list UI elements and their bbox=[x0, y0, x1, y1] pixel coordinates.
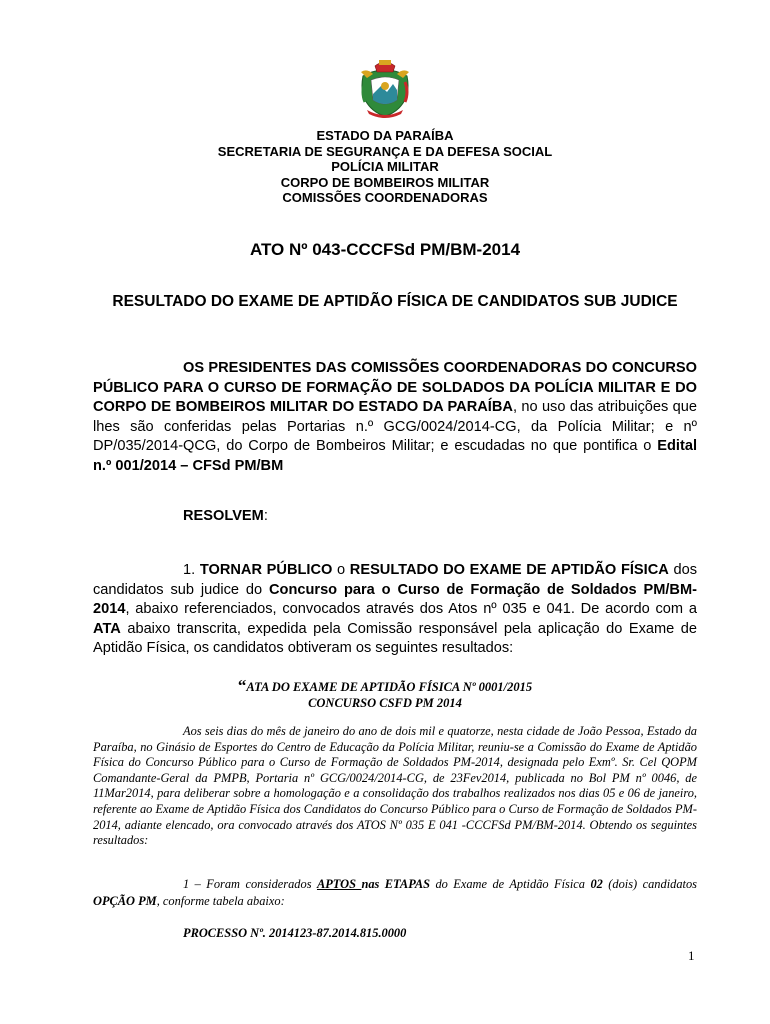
header-state: ESTADO DA PARAÍBA bbox=[316, 128, 454, 143]
resolvem-colon: : bbox=[263, 508, 268, 524]
header-fire-department: CORPO DE BOMBEIROS MILITAR bbox=[280, 174, 490, 190]
item1-number: 1. bbox=[183, 562, 200, 578]
item1-bold-1: TORNAR PÚBLICO bbox=[199, 562, 333, 578]
ata-item1-count: 02 bbox=[590, 877, 603, 891]
processo-number: PROCESSO Nº. 2014123-87.2014.815.0000 bbox=[183, 926, 407, 940]
header-committees: COMISSÕES COORDENADORAS bbox=[282, 190, 488, 205]
item1-bold-3: Concurso para o Curso de Formação de Soldados PM/BM-2014 bbox=[93, 581, 697, 617]
ata-item1-text-1: 1 – Foram considerados bbox=[183, 877, 317, 891]
item1-text-1: o bbox=[332, 562, 350, 578]
header-secretariat: SECRETARIA DE SEGURANÇA E DA DEFESA SOCIAL bbox=[217, 143, 553, 159]
ata-item1-aptos: APTOS bbox=[316, 877, 362, 891]
institution-header bbox=[0, 128, 770, 206]
item1-paragraph bbox=[93, 561, 697, 659]
item1-bold-2: RESULTADO DO EXAME DE APTIDÃO FÍSICA bbox=[349, 562, 669, 578]
header-military-police: POLÍCIA MILITAR bbox=[331, 159, 439, 174]
ata-item1-etapas: nas ETAPAS bbox=[361, 877, 431, 891]
ato-title: ATO Nº 043-CCCFSd PM/BM-2014 bbox=[249, 240, 521, 259]
resolvem-label: RESOLVEM bbox=[183, 508, 264, 524]
ata-item1-text-4: , conforme tabela abaixo: bbox=[156, 894, 285, 908]
preamble-paragraph bbox=[93, 359, 697, 476]
preamble-text: , no uso das atribuições que lhes são conferidas pelas Portarias n.º GCG/0024/2014-CG, da Polícia Militar; e nº DP/035/2014-QCG, do Corpo de Bombeiros Militar; e escudadas no que pontifica o bbox=[93, 399, 697, 454]
ata-body-text: Aos seis dias do mês de janeiro do ano de dois mil e quatorze, nesta cidade de João Pessoa, Estado da Paraíba, no Ginásio de Esportes do Centro de Educação da Polícia Militar, reuniu-se a Comissão do Exame de Aptidão Física do Concurso Público para o Curso de Formação de Soldados PM-2014, designada pelo Exmº. Sr. Cel QOPM Comandante-Geral da PMPB, Portaria nº GCG/0024/2014-CG, de 23Fev2014, publicada no Bol PM nº 0046, de 11Mar2014, para deliberar sobre a homologação e a consolidação dos trabalhos realizados nos dias 05 e 06 de janeiro, referente ao Exame de Aptidão Física dos Candidatos do Concurso Público para o Curso de Formação de Soldados PM-2014, adiante elencado, ora convocado através dos ATOS Nº 035 E 041 -CCCFSd PM/BM-2014. Obtendo os seguintes resultados: bbox=[93, 724, 697, 848]
page-number: 1 bbox=[688, 948, 695, 963]
item1-text-4: abaixo transcrita, expedida pela Comissão responsável pela aplicação do Exame de Aptidão Física, os candidatos obtiveram os seguintes resultados: bbox=[93, 620, 697, 656]
item1-bold-4: ATA bbox=[93, 620, 121, 637]
item1-text-3: , abaixo referenciados, convocados através dos Atos nº 035 e 041. De acordo com a bbox=[125, 601, 697, 617]
ata-item1-text-2: do Exame de Aptidão Física bbox=[430, 877, 591, 891]
ata-item1-opcao: OPÇÃO PM bbox=[93, 894, 157, 908]
ata-item1-paragraph bbox=[93, 876, 697, 910]
ata-heading bbox=[0, 678, 770, 711]
preamble-edital: Edital n.º 001/2014 – CFSd PM/BM bbox=[93, 438, 697, 474]
coat-of-arms-logo bbox=[357, 56, 413, 120]
ata-title-line1 bbox=[0, 678, 770, 695]
item1-text-2: dos candidatos sub judice do bbox=[93, 562, 697, 598]
ata-item1-text-3: (dois) candidatos bbox=[602, 877, 697, 891]
resolvem-heading bbox=[183, 508, 268, 524]
result-title: RESULTADO DO EXAME DE APTIDÃO FÍSICA DE CANDIDATOS SUB JUDICE bbox=[112, 293, 678, 310]
ata-body-paragraph bbox=[93, 724, 697, 849]
ata-subtitle: CONCURSO CSFD PM 2014 bbox=[308, 696, 462, 710]
opening-quote: “ bbox=[237, 676, 247, 695]
ata-title: ATA DO EXAME DE APTIDÃO FÍSICA Nº 0001/2015 bbox=[246, 680, 533, 694]
preamble-bold-intro: OS PRESIDENTES DAS COMISSÕES COORDENADORAS DO CONCURSO PÚBLICO PARA O CURSO DE FORMAÇÃO DE SOLDADOS DA POLÍCIA MILITAR E DO CORPO DE BOMBEIROS MILITAR DO ESTADO DA PARAÍBA bbox=[93, 360, 697, 415]
